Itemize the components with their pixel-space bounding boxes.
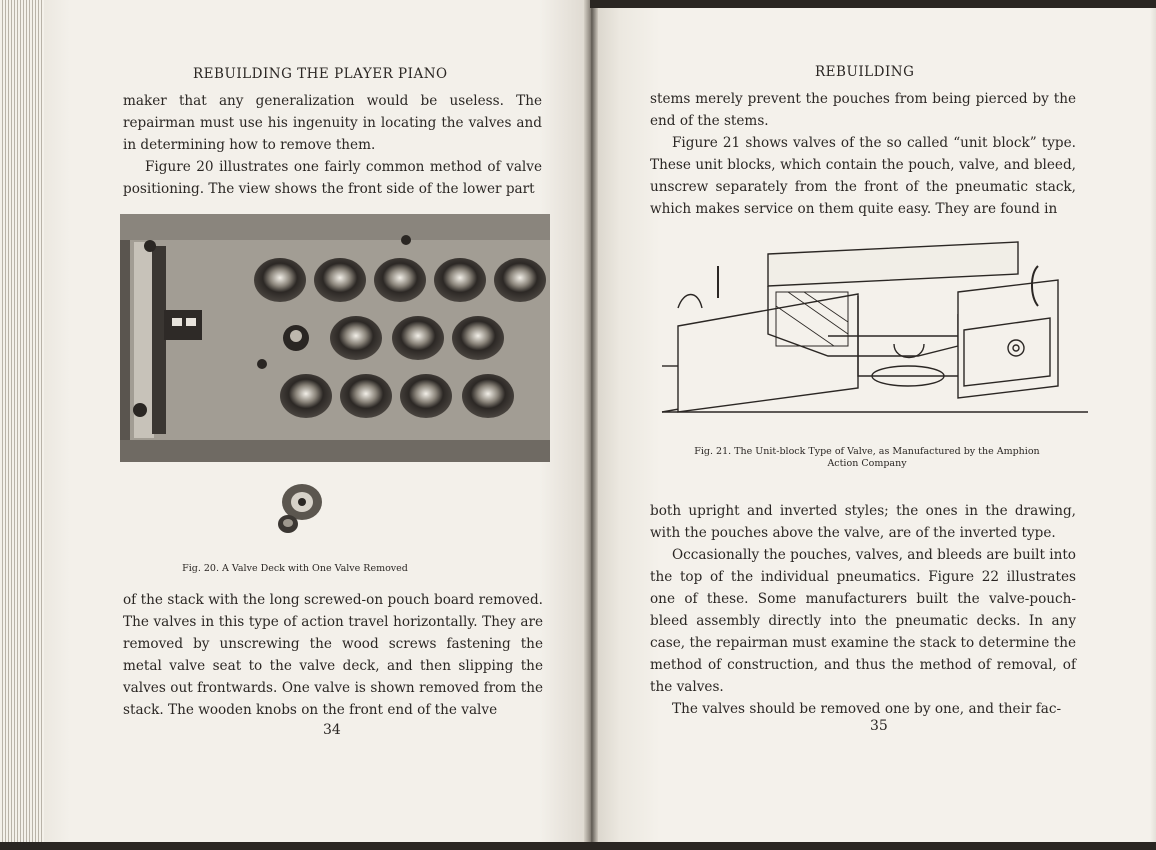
- figure-20-caption: Fig. 20. A Valve Deck with One Valve Removed: [182, 563, 408, 574]
- book-gutter: [584, 0, 598, 850]
- right-paragraph-4: Occasionally the pouches, valves, and bleeds are built into the top of the individual pneumatics. Figure 22 illustrates one of these. Some manufacturers built the valve-pouch-bleed assembly directly into the pneumatic decks. In any case, the repairman must examine the stack to determine the method of construction, and thus the method of removal, of the valves.: [650, 547, 1076, 695]
- figure-20-photo: [120, 214, 550, 462]
- right-paragraph-5: The valves should be removed one by one, and their fac-: [672, 701, 1062, 717]
- right-page: [590, 0, 1156, 850]
- left-paragraph-2: Figure 20 illustrates one fairly common method of valve positioning. The view shows the front side of the lower part: [123, 159, 542, 197]
- left-page-number: 34: [323, 722, 341, 738]
- right-running-head: REBUILDING: [815, 64, 915, 80]
- figure-21-caption-line-2: Action Company: [827, 458, 907, 469]
- figure-21-caption-line-1: Fig. 21. The Unit-block Type of Valve, as Manufactured by the Amphion: [694, 446, 1040, 457]
- right-text-bottom: [650, 500, 1076, 720]
- figure-21-caption: [650, 446, 1084, 470]
- left-text-top: [123, 90, 542, 200]
- right-paragraph-2: Figure 21 shows valves of the so called “unit block” type. These unit blocks, which contain the pouch, valve, and bleed, unscrew separately from the front of the pneumatic stack, which makes service on them quite easy. They are found in: [650, 135, 1076, 217]
- left-running-head: REBUILDING THE PLAYER PIANO: [193, 66, 448, 82]
- left-paragraph-3: of the stack with the long screwed-on pouch board removed. The valves in this type of action travel horizontally. They are removed by unscrewing the wood screws fastening the metal valve seat to the valve deck, and then slipping the valves out frontwards. One valve is shown removed from the stack. The wooden knobs on the front end of the valve: [123, 592, 543, 718]
- valve-row-1: [254, 258, 546, 302]
- left-text-bottom: [123, 589, 543, 721]
- figure-21-drawing: [658, 236, 1092, 420]
- scan-border-bottom: [0, 842, 1156, 850]
- right-text-top: [650, 88, 1076, 220]
- right-paragraph-3: both upright and inverted styles; the ones in the drawing, with the pouches above the valve, are of the inverted type.: [650, 503, 1076, 541]
- left-paragraph-1: maker that any generalization would be useless. The repairman must use his ingenuity in locating the valves and in determining how to remove them.: [123, 93, 542, 153]
- page-edges: [0, 0, 44, 850]
- right-paragraph-1: stems merely prevent the pouches from being pierced by the end of the stems.: [650, 91, 1076, 129]
- scan-border-top: [590, 0, 1156, 8]
- right-page-number: 35: [870, 718, 888, 734]
- removed-valve-photo: [270, 478, 326, 538]
